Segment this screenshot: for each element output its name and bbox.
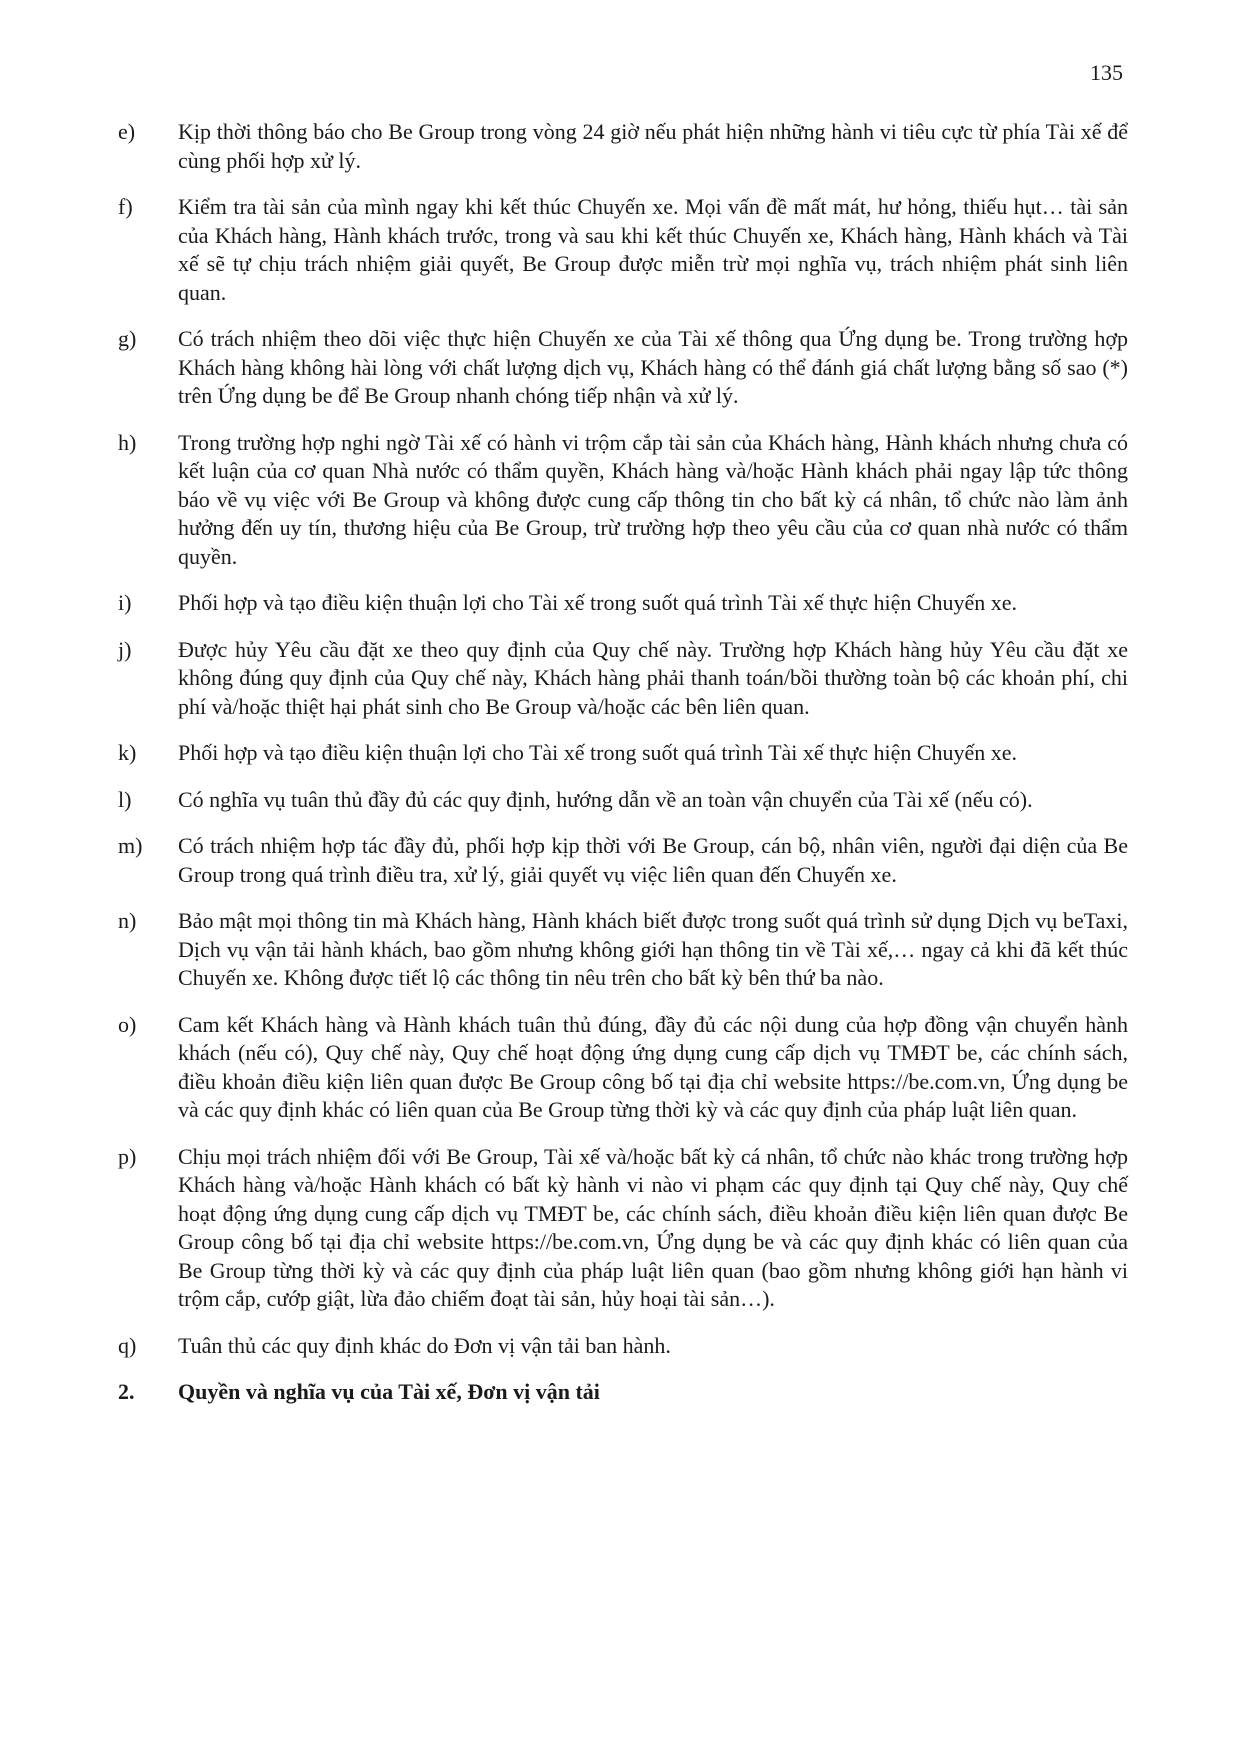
list-marker: n) [118, 908, 137, 933]
list-marker: h) [118, 429, 137, 455]
list-text: Kịp thời thông báo cho Be Group trong vòng 24 giờ nếu phát hiện những hành vi tiêu cực từ phía Tài xế để cùng phối hợp xử lý. [178, 119, 1128, 173]
list-text: Có nghĩa vụ tuân thủ đầy đủ các quy định, hướng dẫn về an toàn vận chuyển của Tài xế (nếu có). [178, 786, 1033, 812]
list-item [118, 429, 1128, 572]
list-marker: m) [118, 833, 143, 858]
list-item [118, 786, 1128, 815]
section-heading [118, 1378, 1128, 1407]
list-item [118, 832, 1128, 889]
list-item [118, 739, 1128, 768]
list-marker: e) [118, 119, 136, 144]
list-item [118, 907, 1128, 993]
list-text: Cam kết Khách hàng và Hành khách tuân thủ đúng, đầy đủ các nội dung của hợp đồng vận chuyển hành khách (nếu có), Quy chế này, Quy chế hoạt động ứng dụng cung cấp dịch vụ TMĐT be, các chính sách, điều khoản điều kiện liên quan được Be Group công bố tại địa chỉ website https://be.com.vn, Ứng dụng be và các quy định khác có liên quan của Be Group từng thời kỳ và các quy định của pháp luật liên quan. [178, 1011, 1128, 1122]
list-text: Tuân thủ các quy định khác do Đơn vị vận tải ban hành. [178, 1332, 671, 1358]
list-marker: i) [118, 590, 132, 615]
section-title: Quyền và nghĩa vụ của Tài xế, Đơn vị vận tải [178, 1379, 600, 1404]
list-item [118, 1143, 1128, 1314]
list-item [118, 1011, 1128, 1125]
list-marker: g) [118, 326, 137, 351]
list-item [118, 118, 1128, 175]
section-number: 2. [118, 1379, 135, 1404]
list-item [118, 1332, 1128, 1361]
document-body [118, 118, 1128, 1407]
list-item [118, 636, 1128, 722]
list-marker: f) [118, 194, 133, 219]
list-text: Có trách nhiệm hợp tác đầy đủ, phối hợp kịp thời với Be Group, cán bộ, nhân viên, người đại diện của Be Group trong quá trình điều tra, xử lý, giải quyết vụ việc liên quan đến Chuyến xe. [178, 833, 1128, 887]
list-item [118, 589, 1128, 618]
list-marker: k) [118, 740, 137, 765]
list-item [118, 325, 1128, 411]
list-marker: o) [118, 1011, 137, 1037]
page-number: 135 [1090, 60, 1123, 85]
list-marker: j) [118, 636, 132, 662]
list-text: Phối hợp và tạo điều kiện thuận lợi cho Tài xế trong suốt quá trình Tài xế thực hiện Chuyến xe. [178, 740, 1018, 765]
list-text: Trong trường hợp nghi ngờ Tài xế có hành vi trộm cắp tài sản của Khách hàng, Hành khách nhưng chưa có kết luận của cơ quan Nhà nước có thẩm quyền, Khách hàng và/hoặc Hành khách phải ngay lập tức thông báo về vụ việc với Be Group và không được cung cấp thông tin cho bất kỳ cá nhân, tổ chức nào làm ảnh hưởng đến uy tín, thương hiệu của Be Group, trừ trường hợp theo yêu cầu của cơ quan nhà nước có thẩm quyền. [178, 429, 1128, 569]
list-text: Chịu mọi trách nhiệm đối với Be Group, Tài xế và/hoặc bất kỳ cá nhân, tổ chức nào khác trong trường hợp Khách hàng và/hoặc Hành khách có bất kỳ hành vi nào vi phạm các quy định tại Quy chế này, Quy chế hoạt động ứng dụng cung cấp dịch vụ TMĐT be, các chính sách, điều khoản điều kiện liên quan được Be Group công bố tại địa chỉ website https://be.com.vn, Ứng dụng be và các quy định khác có liên quan của Be Group từng thời kỳ và các quy định của pháp luật liên quan (bao gồm nhưng không giới hạn hành vi trộm cắp, cướp giật, lừa đảo chiếm đoạt tài sản, hủy hoại tài sản…). [178, 1143, 1128, 1311]
list-text: Được hủy Yêu cầu đặt xe theo quy định của Quy chế này. Trường hợp Khách hàng hủy Yêu cầu đặt xe không đúng quy định của Quy chế này, Khách hàng phải thanh toán/bồi thường toàn bộ các khoản phí, chi phí và/hoặc thiệt hại phát sinh cho Be Group và/hoặc các bên liên quan. [178, 636, 1128, 719]
list-text: Có trách nhiệm theo dõi việc thực hiện Chuyến xe của Tài xế thông qua Ứng dụng be. Trong trường hợp Khách hàng không hài lòng với chất lượng dịch vụ, Khách hàng có thể đánh giá chất lượng bằng số sao (*) trên Ứng dụng be để Be Group nhanh chóng tiếp nhận và xử lý. [178, 326, 1128, 408]
list-marker: p) [118, 1143, 137, 1169]
list-text: Phối hợp và tạo điều kiện thuận lợi cho Tài xế trong suốt quá trình Tài xế thực hiện Chuyến xe. [178, 590, 1018, 615]
list-text: Kiểm tra tài sản của mình ngay khi kết thúc Chuyến xe. Mọi vấn đề mất mát, hư hỏng, thiếu hụt… tài sản của Khách hàng, Hành khách trước, trong và sau khi kết thúc Chuyến xe, Khách hàng, Hành khách và Tài xế sẽ tự chịu trách nhiệm giải quyết, Be Group được miễn trừ mọi nghĩa vụ, trách nhiệm phát sinh liên quan. [178, 194, 1128, 305]
list-marker: q) [118, 1332, 137, 1358]
list-item [118, 193, 1128, 307]
list-text: Bảo mật mọi thông tin mà Khách hàng, Hành khách biết được trong suốt quá trình sử dụng Dịch vụ beTaxi, Dịch vụ vận tải hành khách, bao gồm nhưng không giới hạn thông tin về Tài xế,… ngay cả khi đã kết thúc Chuyến xe. Không được tiết lộ các thông tin nêu trên cho bất kỳ bên thứ ba nào. [178, 908, 1128, 990]
list-marker: l) [118, 786, 132, 812]
